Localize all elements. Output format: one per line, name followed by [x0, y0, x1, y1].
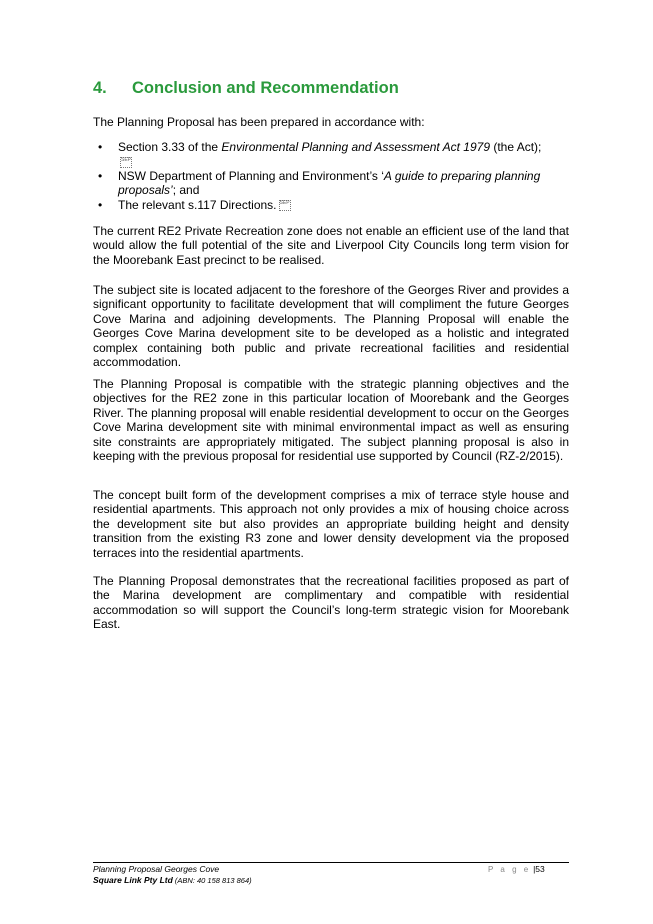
bullet-icon: •	[98, 140, 103, 154]
bullet-icon: •	[98, 197, 103, 212]
separator-glyph: SEP	[120, 157, 132, 168]
list-item-text-end: (the Act);	[490, 140, 542, 154]
body-paragraph: The Planning Proposal is compatible with the strategic planning objectives and the objectives for the RE2 zone in this particular location of Moorebank and the Georges River. The planning proposal will enable residential development to occur on the Georges Cove Marina development site with minimal environmental impact as well as ensuring site constraints are appropriately mitigated. The subject planning proposal is also in keeping with the previous proposal for residential use supported by Council (RZ-2/2015).	[93, 377, 569, 464]
requirements-list	[93, 140, 569, 212]
footer-page	[488, 864, 545, 875]
list-item-text: NSW Department of Planning and Environment’s ‘	[118, 168, 384, 183]
section-number: 4.	[93, 79, 107, 97]
footer-company: Square Link Pty Ltd	[93, 875, 173, 885]
list-item-italic: A guide to preparing planning proposals’	[118, 168, 541, 198]
footer-document-title: Planning Proposal Georges Cove	[93, 864, 220, 874]
section-heading	[93, 79, 399, 98]
intro-paragraph: The Planning Proposal has been prepared in accordance with:	[93, 115, 425, 129]
page-label: P a g e	[488, 865, 531, 874]
footer-left	[93, 864, 252, 886]
separator-glyph: SEP	[279, 200, 291, 211]
list-item	[93, 198, 569, 212]
list-item-italic: Environmental Planning and Assessment Act 1979	[221, 140, 491, 154]
body-paragraph: The concept built form of the development comprises a mix of terrace style house and residential apartments. This approach not only provides a mix of housing choice across the development site but also provides an appropriate building height and density transition from the existing R3 zone and lower density development via the proposed terraces into the residential apartments.	[93, 488, 569, 560]
section-title: Conclusion and Recommendation	[132, 79, 399, 97]
bullet-icon: •	[98, 168, 103, 183]
footer-rule	[93, 862, 569, 863]
body-paragraph: The subject site is located adjacent to the foreshore of the Georges River and provides a significant opportunity to facilitate development that will compliment the future Georges Cove Marina and adjoining developments. The Planning Proposal will enable the Georges Cove Marina development site to be developed as a holistic and integrated complex containing both public and private recreational facilities and residential accommodation.	[93, 283, 569, 370]
list-item-text-end: ; and	[172, 183, 200, 198]
list-item-text: The relevant s.117 Directions.	[118, 197, 277, 212]
body-paragraph: The current RE2 Private Recreation zone does not enable an efficient use of the land that would allow the full potential of the site and Liverpool City Councils long term vision for the Moorebank East precinct to be realised.	[93, 224, 569, 267]
footer-abn: (ABN: 40 158 813 864)	[172, 876, 252, 885]
page-number: |53	[533, 864, 545, 874]
body-paragraph: The Planning Proposal demonstrates that the recreational facilities proposed as part of the Marina development are complimentary and compatible with residential accommodation so will support the Council’s long-term strategic vision for Moorebank East.	[93, 574, 569, 632]
list-item-text: Section 3.33 of the	[118, 140, 222, 154]
list-item	[93, 140, 569, 169]
list-item	[93, 169, 569, 198]
